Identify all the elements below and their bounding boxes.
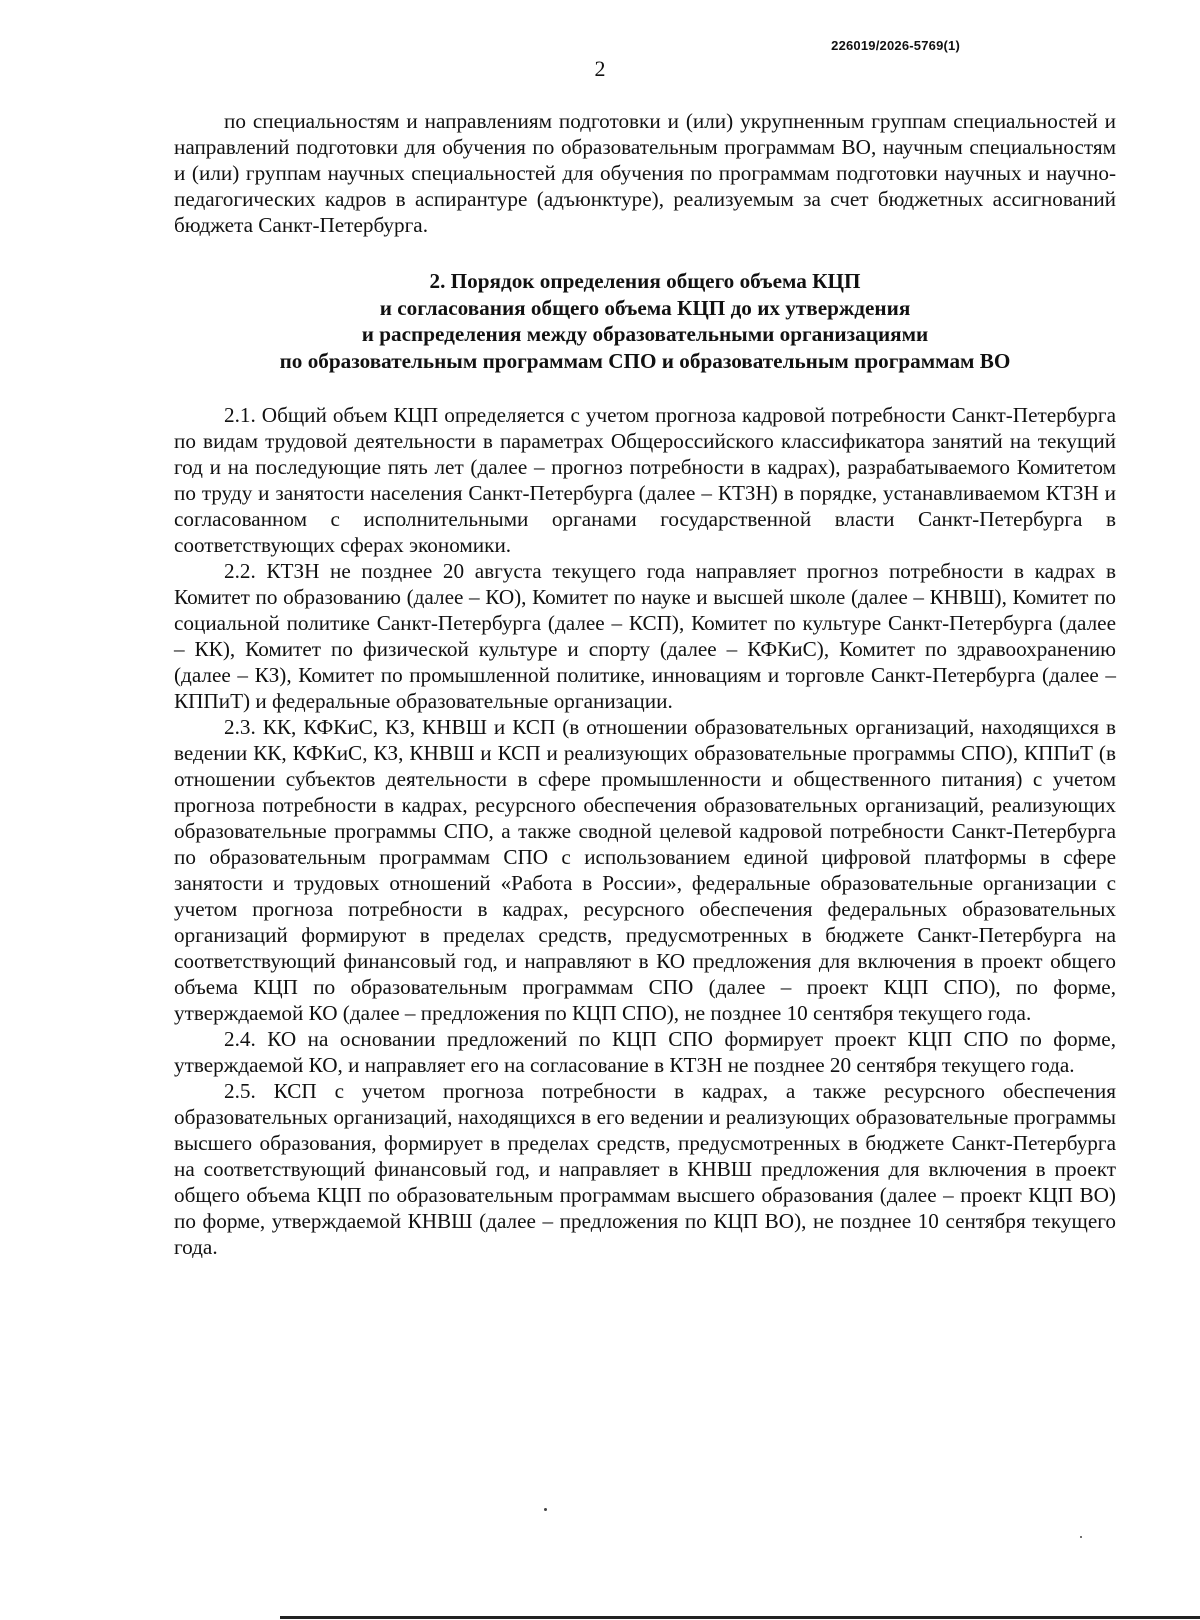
document-body [174,108,1116,1260]
intro-paragraph: по специальностям и направлениям подготовки и (или) укрупненным группам специальностей и направлений подготовки для обучения по образовательным программам ВО, научным специальностям и (или) группам научных специальностей для обучения по программам подготовки научных и научно-педагогических кадров в аспирантуре (адъюнктуре), реализуемым за счет бюджетных ассигнований бюджета Санкт-Петербурга. [174,109,1116,237]
section-heading-line: по образовательным программам СПО и образовательным программам ВО [279,348,1011,373]
scan-edge-line [280,1616,1200,1619]
paragraph-2-4: 2.4. КО на основании предложений по КЦП СПО формирует проект КЦП СПО по форме, утверждаемой КО, и направляет его на согласование в КТЗН не позднее 20 сентября текущего года. [174,1027,1116,1077]
section-heading-line: и согласования общего объема КЦП до их утверждения [379,295,911,320]
section-heading [174,268,1116,374]
paragraph-2-2: 2.2. КТЗН не позднее 20 августа текущего года направляет прогноз потребности в кадрах в Комитет по образованию (далее – КО), Комитет по науке и высшей школе (далее – КНВШ), Комитет по социальной политике Санкт-Петербурга (далее – КСП), Комитет по культуре Санкт-Петербурга (далее – КК), Комитет по физической культуре и спорту (далее – КФКиС), Комитет по здравоохранению (далее – КЗ), Комитет по промышленной политике, инновациям и торговле Санкт-Петербурга (далее – КППиТ) и федеральные образовательные организации. [174,559,1116,713]
paragraph-2-5: 2.5. КСП с учетом прогноза потребности в кадрах, а также ресурсного обеспечения образовательных организаций, находящихся в его ведении и реализующих образовательные программы высшего образования, формирует в пределах средств, предусмотренных в бюджете Санкт-Петербурга на соответствующий финансовый год, и направляет в КНВШ предложения для включения в проект общего объема КЦП по образовательным программам высшего образования (далее – проект КЦП ВО) по форме, утверждаемой КНВШ (далее – предложения по КЦП ВО), не позднее 10 сентября текущего года. [174,1079,1116,1259]
document-registration-number: 226019/2026-5769(1) [831,38,960,53]
paragraph-2-1: 2.1. Общий объем КЦП определяется с учетом прогноза кадровой потребности Санкт-Петербурга по видам трудовой деятельности в параметрах Общероссийского классификатора занятий на текущий год и на последующие пять лет (далее – прогноз потребности в кадрах), разрабатываемого Комитетом по труду и занятости населения Санкт-Петербурга (далее – КТЗН) в порядке, устанавливаемом КТЗН и согласованном с исполнительными органами государственной власти Санкт-Петербурга в соответствующих сферах экономики. [174,403,1116,557]
page-number: 2 [594,56,606,81]
scan-speck [544,1508,547,1511]
section-heading-line: 2. Порядок определения общего объема КЦП [429,269,861,293]
paragraph-2-3: 2.3. КК, КФКиС, КЗ, КНВШ и КСП (в отношении образовательных организаций, находящихся в ведении КК, КФКиС, КЗ, КНВШ и КСП и реализующих образовательные программы СПО), КППиТ (в отношении субъектов деятельности в сфере промышленности и общественного питания) с учетом прогноза потребности в кадрах, ресурсного обеспечения образовательных организаций, реализующих образовательные программы СПО, а также сводной целевой кадровой потребности Санкт-Петербурга по образовательным программам СПО с использованием единой цифровой платформы в сфере занятости и трудовых отношений «Работа в России», федеральные образовательные организации с учетом прогноза потребности в кадрах, ресурсного обеспечения федеральных образовательных организаций формируют в пределах средств, предусмотренных в бюджете Санкт-Петербурга на соответствующий финансовый год, и направляют в КО предложения для включения в проект общего объема КЦП по образовательным программам СПО (далее – проект КЦП СПО), по форме, утверждаемой КО (далее – предложения по КЦП СПО), не позднее 10 сентября текущего года. [174,715,1116,1025]
section-heading-line: и распределения между образовательными организациями [361,322,929,346]
scan-speck [1080,1536,1082,1538]
